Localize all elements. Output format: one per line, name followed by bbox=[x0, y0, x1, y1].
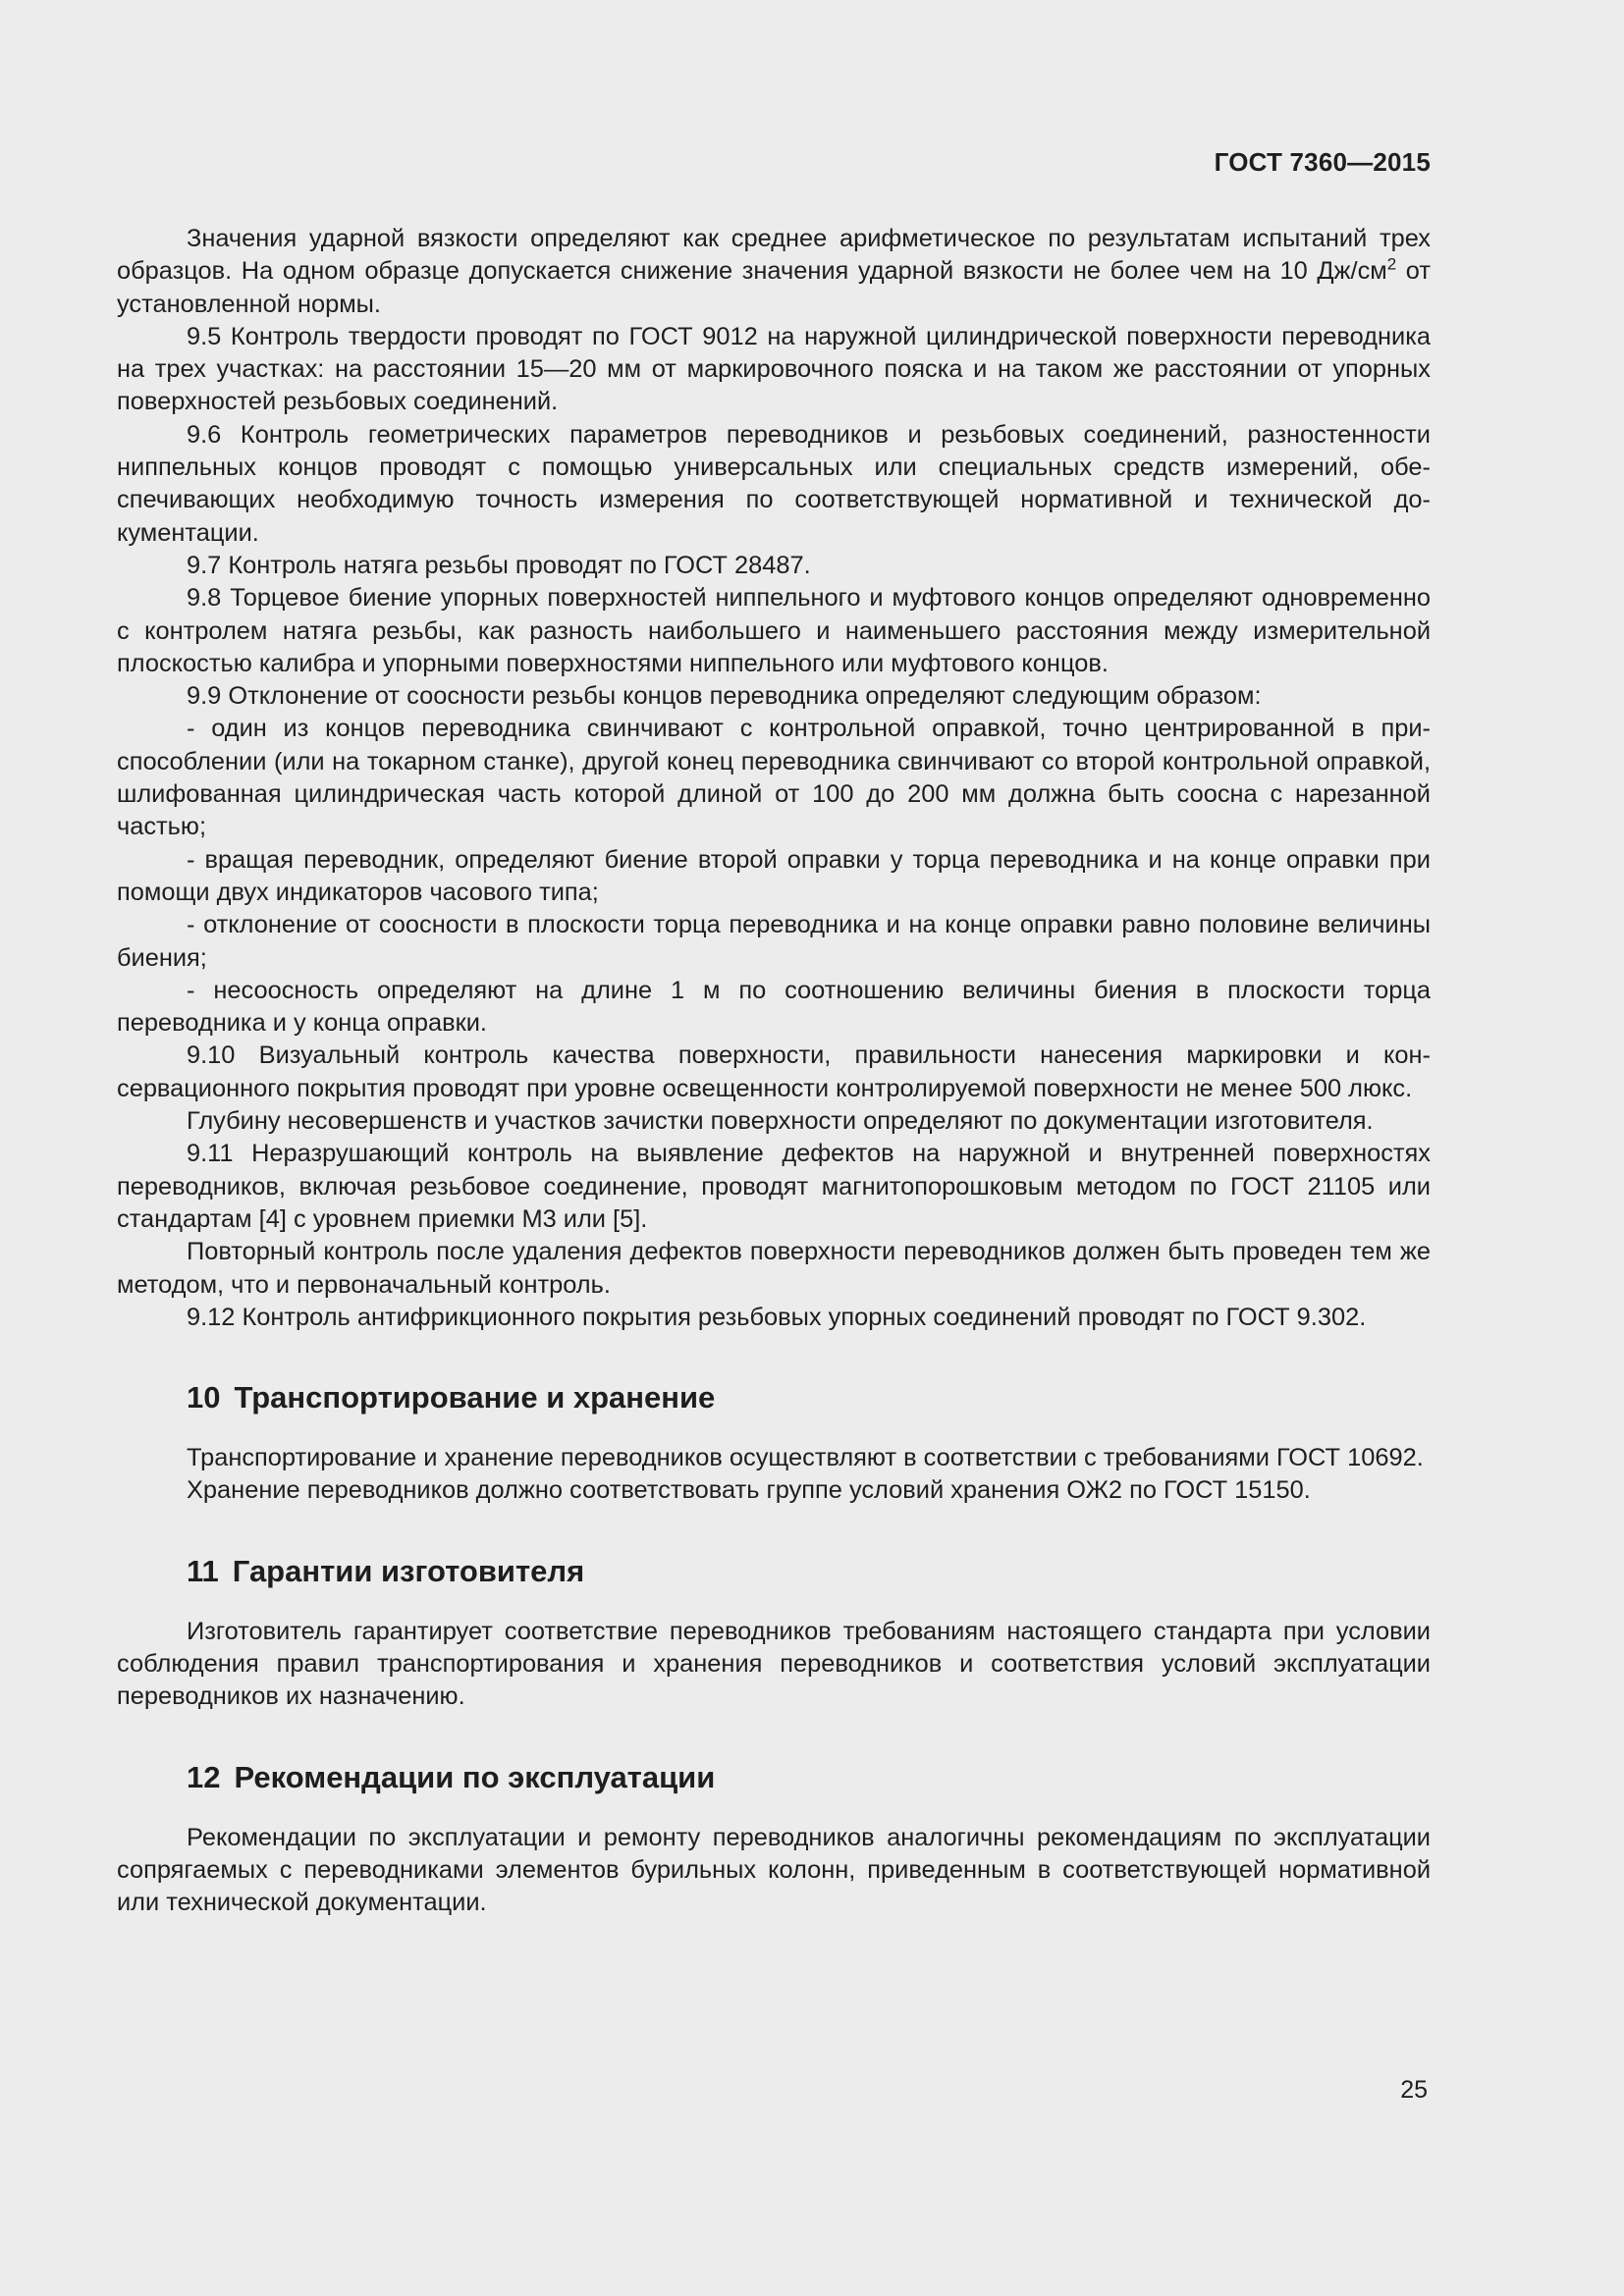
clause-9-10-depth: Глубину несовершенств и участков зачистки поверхности определяют по документации изготовителя. bbox=[187, 1107, 1374, 1136]
section-11-title: Гарантии изготовителя bbox=[232, 1553, 585, 1588]
impact-strength-paragraph bbox=[117, 223, 1431, 321]
section-12-title: Рекомендации по эксплуатации bbox=[234, 1759, 716, 1794]
page-content bbox=[117, 223, 1431, 1919]
clause-9-9-item-d: - несоосность определяют на длине 1 м по соотношению величины биения в плоскости торца переводника и у конца оправки. bbox=[117, 976, 1431, 1038]
section-10-title: Транспортирование и хранение bbox=[234, 1380, 716, 1415]
section-10-paragraph-1: Транспортирование и хранение переводников осуществляют в соответствии с требованиями ГОСТ 10692. bbox=[187, 1444, 1424, 1472]
clause-9-7: 9.7 Контроль натяга резьбы проводят по ГОСТ 28487. bbox=[187, 551, 811, 579]
section-10-paragraph-2: Хранение переводников должно соответствовать группе условий хранения ОЖ2 по ГОСТ 15150. bbox=[187, 1476, 1311, 1505]
clause-9-9-item-c: - отклонение от соосности в плоскости торца переводника и на конце оправки равно половине величины биения; bbox=[117, 911, 1431, 972]
clause-9-9-item-b: - вращая переводник, определяют биение второй оправки у торца переводника и на конце оправки при помощи двух индикаторов часового типа; bbox=[117, 845, 1431, 906]
clause-9-10: 9.10 Визуальный контроль качества поверхности, правильности нанесения маркировки и консервационного покрытия проводят при уровне освещенности контролируемой поверхности не менее 500 люкс. bbox=[117, 1041, 1431, 1102]
clause-9-11-repeat: Повторный контроль после удаления дефектов поверхности переводников должен быть проведен тем же методом, что и первоначальный контроль. bbox=[117, 1238, 1431, 1299]
section-12-number: 12 bbox=[187, 1759, 221, 1794]
unit-superscript: 2 bbox=[1386, 254, 1397, 274]
section-11-paragraph-1: Изготовитель гарантирует соответствие переводников требованиям настоящего стандарта при условии соблюдения правил транспортирования и хранения переводников и соответствия условий эксплуатации переводников их назначению. bbox=[117, 1617, 1431, 1711]
clause-9-12: 9.12 Контроль антифрикционного покрытия резьбовых упорных соединений проводят по ГОСТ 9.302. bbox=[187, 1303, 1367, 1331]
page-number: 25 bbox=[1400, 2076, 1428, 2104]
impact-strength-text: Значения ударной вязкости определяют как среднее арифметическое по результатам испытаний трех образцов. На одном образце допускается снижение значения ударной вязкости не более чем на 10 Дж/см bbox=[117, 225, 1431, 286]
clause-9-9: 9.9 Отклонение от соосности резьбы концов переводника определяют следующим образом: bbox=[187, 682, 1262, 711]
section-11-heading bbox=[187, 1553, 1431, 1590]
document-code-header: ГОСТ 7360—2015 bbox=[1214, 147, 1431, 177]
clause-9-8: 9.8 Торцевое биение упорных поверхностей ниппельного и муфтового концов определяют одновременно с контролем натяга резьбы, как разность наибольшего и наименьшего расстояния между измерительной плоскостью калибра и упорными поверхностями ниппельного или муфтового концов. bbox=[117, 584, 1431, 677]
section-12-paragraph-1: Рекомендации по эксплуатации и ремонту переводников аналогичны рекомендациям по эксплуатации сопрягаемых с переводниками элементов бурильных колонн, приведенным в соответствующей нормативной или технической документации. bbox=[117, 1823, 1431, 1917]
clause-9-5: 9.5 Контроль твердости проводят по ГОСТ 9012 на наружной цилиндрической поверхности переводника на трех участках: на расстоянии 15—20 мм от маркировочного пояска и на таком же расстоянии от упорных поверхностей резьбовых соединений. bbox=[117, 322, 1431, 416]
section-10-heading bbox=[187, 1379, 1431, 1416]
clause-9-11: 9.11 Неразрушающий контроль на выявление дефектов на наружной и внутренней поверхностях переводников, включая резьбовое соединение, проводят магнитопорошковым методом по ГОСТ 21105 или стандартам [4] с уровнем приемки М3 или [5]. bbox=[117, 1140, 1431, 1233]
section-12-heading bbox=[187, 1759, 1431, 1796]
section-10-number: 10 bbox=[187, 1380, 221, 1415]
clause-9-6: 9.6 Контроль геометрических параметров переводников и резьбовых соединений, разностенности ниппельных концов проводят с помощью универсальных или специальных средств измерений, обеспечивающих необходимую точность измерения по соответствующей нормативной и технической документации. bbox=[117, 420, 1431, 547]
section-11-number: 11 bbox=[187, 1553, 219, 1588]
clause-9-9-item-a: - один из концов переводника свинчивают с контрольной оправкой, точно центрированной в приспособлении (или на токарном станке), другой конец переводника свинчивают со второй контрольной оправкой, шлифованная цилиндрическая часть которой длиной от 100 до 200 мм должна быть соосна с нарезанной частью; bbox=[117, 715, 1431, 841]
impact-strength-text-end: от установленной нормы. bbox=[117, 257, 1431, 318]
